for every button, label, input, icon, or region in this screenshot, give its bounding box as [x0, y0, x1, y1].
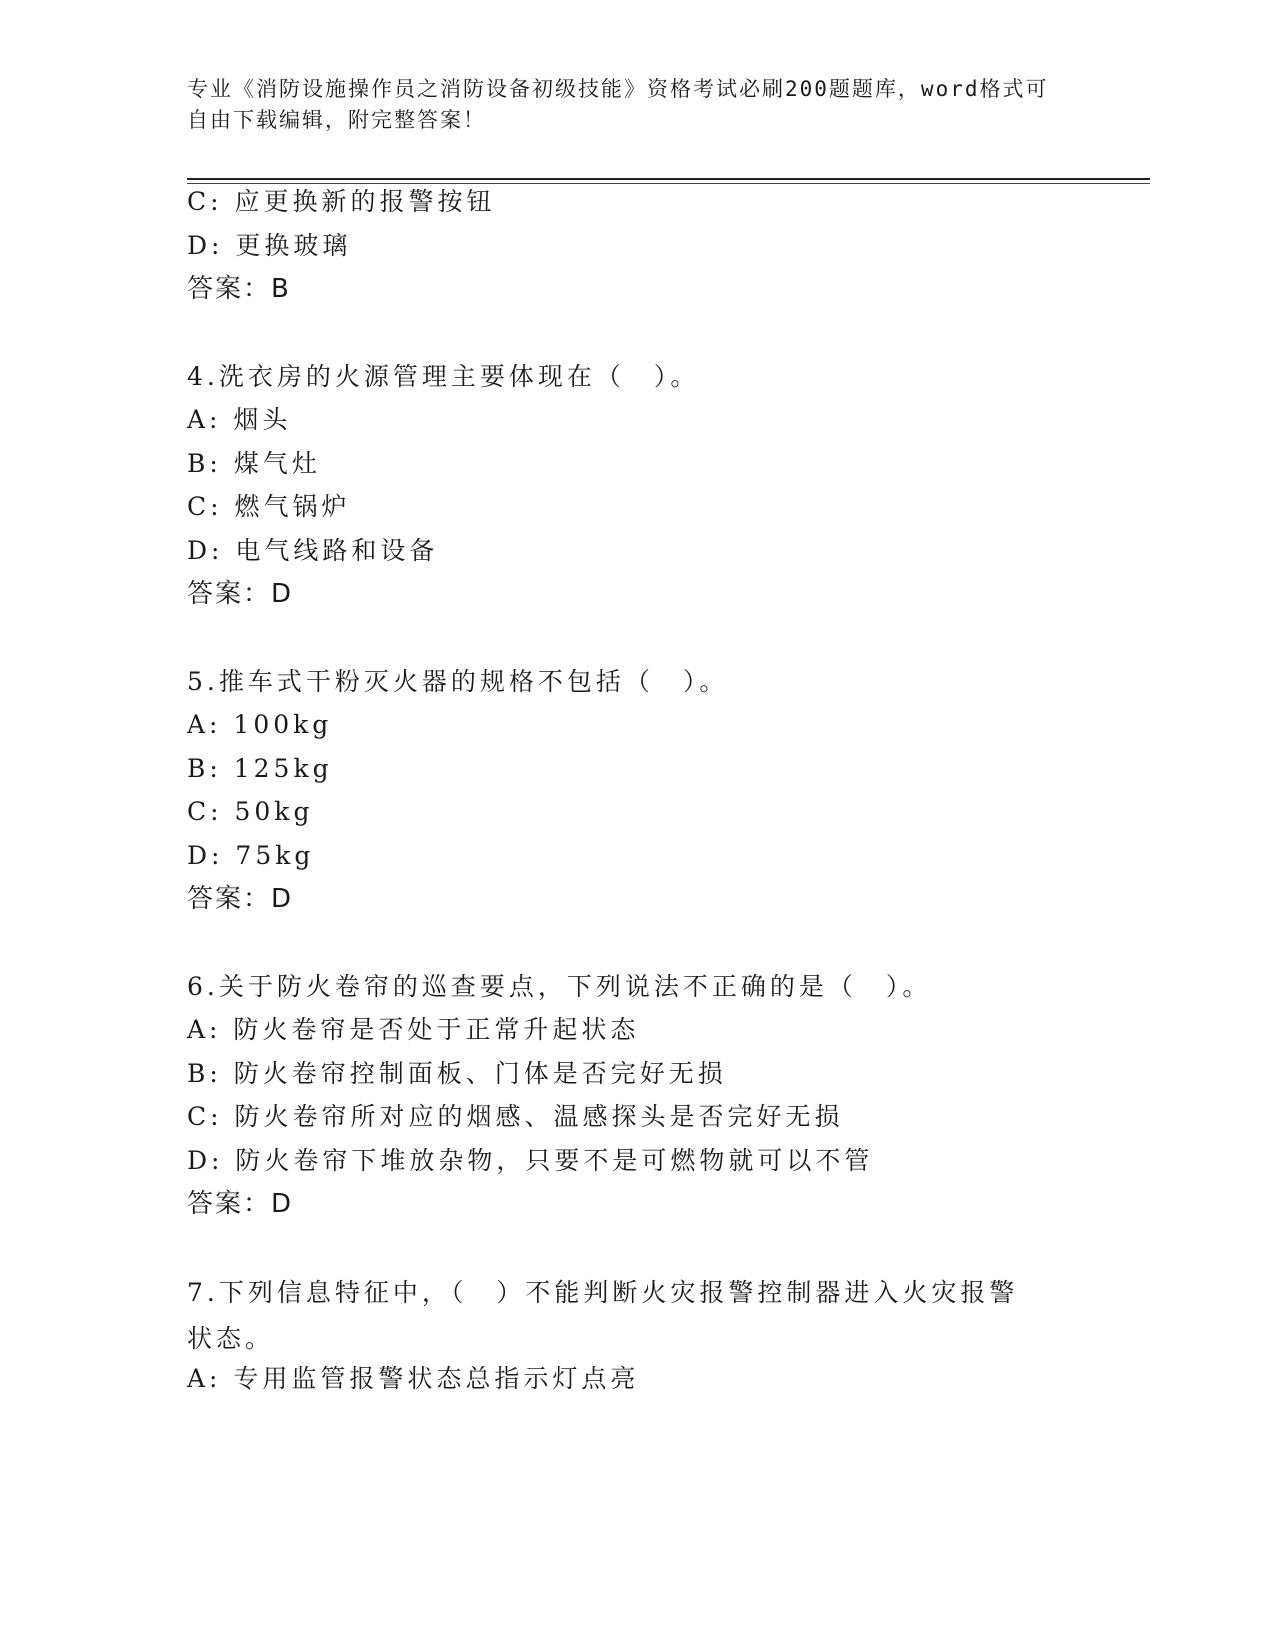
q5-option-c: C: 50kg: [187, 797, 314, 826]
q6-option-a: A: 防火卷帘是否处于正常升起状态: [187, 1015, 640, 1044]
q4-stem: 4.洗衣房的火源管理主要体现在（ ）。: [187, 362, 700, 391]
q4-option-a: A: 烟头: [187, 405, 292, 434]
q5-option-a: A: 100kg: [187, 710, 333, 739]
q4-option-b: B: 煤气灶: [187, 449, 321, 478]
q4-answer: 答案：D: [187, 579, 294, 609]
q6-option-d: D: 防火卷帘下堆放杂物，只要不是可燃物就可以不管: [187, 1146, 874, 1175]
q3-option-d: D: 更换玻璃: [187, 231, 352, 260]
q7-option-a: A: 专用监管报警状态总指示灯点亮: [187, 1364, 640, 1393]
q5-option-d: D: 75kg: [187, 841, 315, 870]
q5-option-b: B: 125kg: [187, 754, 333, 783]
q5-answer: 答案：D: [187, 884, 294, 914]
q5-stem: 5.推车式干粉灭火器的规格不包括（ ）。: [187, 667, 729, 696]
q3-answer: 答案：B: [187, 274, 291, 304]
q6-stem: 6.关于防火卷帘的巡查要点，下列说法不正确的是（ ）。: [187, 972, 932, 1001]
q4-option-c: C: 燃气锅炉: [187, 492, 351, 521]
q6-option-b: B: 防火卷帘控制面板、门体是否完好无损: [187, 1059, 727, 1088]
header-divider-thick: [187, 178, 1150, 180]
q4-option-d: D: 电气线路和设备: [187, 536, 439, 565]
q6-option-c: C: 防火卷帘所对应的烟感、温感探头是否完好无损: [187, 1102, 844, 1131]
document-header: 专业《消防设施操作员之消防设备初级技能》资格考试必刷200题题库，word格式可自由下载编辑，附完整答案！: [187, 77, 1049, 132]
q3-option-c: C: 应更换新的报警按钮: [187, 187, 496, 216]
q6-answer: 答案：D: [187, 1189, 294, 1219]
header-divider-thin: [187, 183, 1150, 184]
q7-stem: 7.下列信息特征中，（ ）不能判断火灾报警控制器进入火灾报警状态。: [187, 1278, 1019, 1353]
